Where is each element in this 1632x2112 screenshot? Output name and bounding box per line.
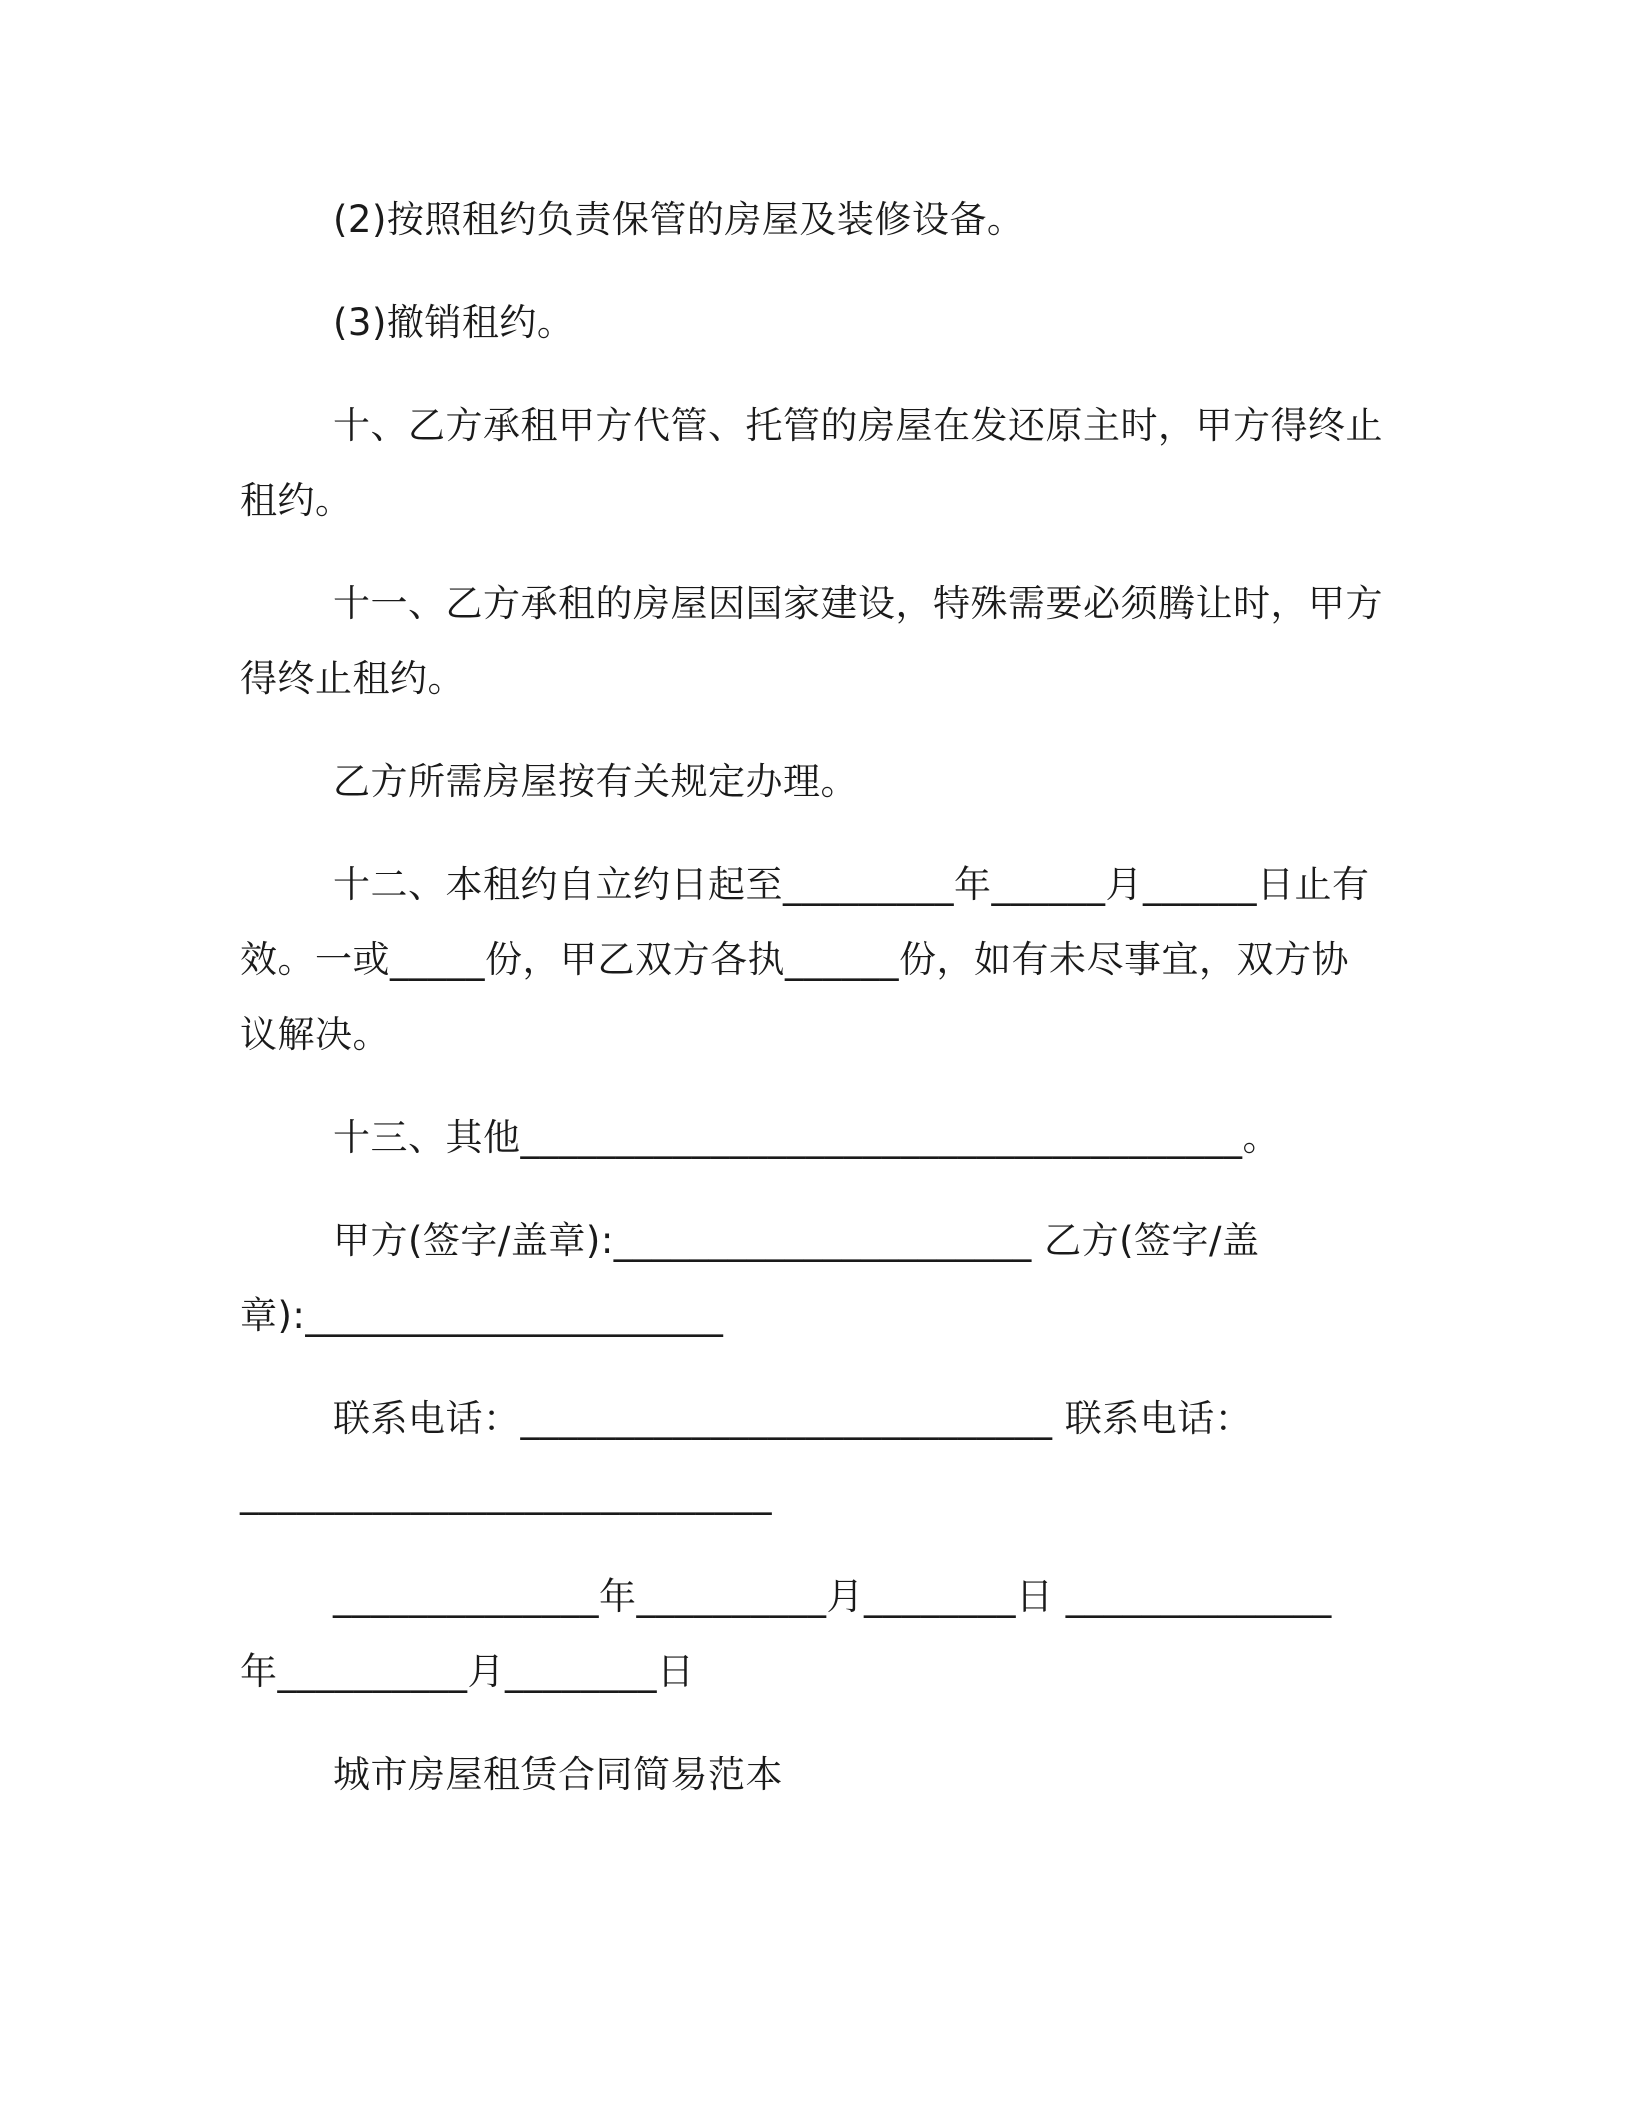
phone-line-1: 联系电话：____________________________ 联系电话：	[333, 1397, 1253, 1440]
clause-12-line-3: 议解决。	[240, 1013, 390, 1056]
signature-line-1: 甲方(签字/盖章):______________________ 乙方(签字/盖	[333, 1219, 1260, 1262]
clause-12-line-1: 十二、本租约自立约日起至_________年______月______日止有	[333, 863, 1370, 906]
clause-12-line-2: 效。一或_____份，甲乙双方各执______份，如有未尽事宜，双方协	[240, 938, 1349, 981]
clause-9-item-3: (3)撤销租约。	[333, 301, 575, 344]
clause-10-line-2: 租约。	[240, 479, 353, 522]
clause-11-line-1: 十一、乙方承租的房屋因国家建设，特殊需要必须腾让时，甲方	[333, 582, 1383, 625]
signature-line-2: 章):______________________	[240, 1294, 724, 1337]
clause-11-line-2: 得终止租约。	[240, 657, 465, 700]
next-section-title: 城市房屋租赁合同简易范本	[333, 1753, 783, 1796]
clause-9-item-2: (2)按照租约负责保管的房屋及装修设备。	[333, 198, 1025, 241]
clause-11-note: 乙方所需房屋按有关规定办理。	[333, 760, 858, 803]
date-line-1: ______________年__________月________日 ______________	[333, 1575, 1332, 1618]
clause-10-line-1: 十、乙方承租甲方代管、托管的房屋在发还原主时，甲方得终止	[333, 404, 1383, 447]
date-line-2: 年__________月________日	[240, 1650, 695, 1693]
clause-13: 十三、其他______________________________________。	[333, 1116, 1280, 1159]
phone-line-2: ____________________________	[240, 1472, 772, 1515]
